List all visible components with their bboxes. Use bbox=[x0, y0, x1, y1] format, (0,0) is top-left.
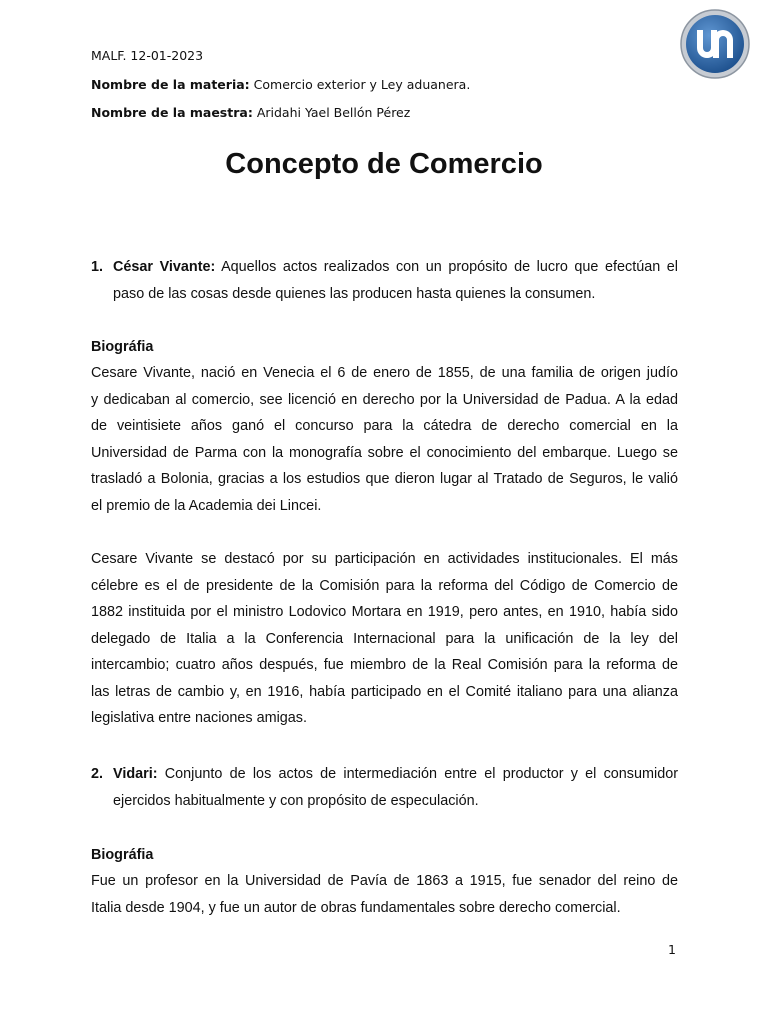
page-title: Concepto de Comercio bbox=[225, 148, 543, 180]
section-heading: Biográfia bbox=[91, 339, 154, 355]
university-logo-icon bbox=[679, 8, 751, 80]
list-item-1: 1. César Vivante: Aquellos actos realizados con un propósito de lucro que efectúan el paso de las cosas desde quienes las producen hasta quienes la consumen. bbox=[91, 254, 678, 307]
page-number: 1 bbox=[668, 942, 676, 957]
list-number: 2. bbox=[91, 766, 104, 782]
biography-paragraph: Cesare Vivante, nació en Venecia el 6 de enero de 1855, de una familia de origen judío y dedicaban al comercio, see licenció en derecho por la Universidad de Padua. A la edad de veintisiete años ganó el concurso para la cátedra de derecho comercial en la Universidad de Parma con la monografía sobre el conocimiento del embarque. Luego se trasladó a Bolonia, gracias a los estudios que dieron lugar al Tratado de Seguros, le valió el premio de la Academia dei Lincei. bbox=[91, 365, 678, 514]
date-line: MALF. 12-01-2023 bbox=[91, 48, 204, 63]
teacher-line bbox=[91, 105, 410, 120]
biography-paragraph: Fue un profesor en la Universidad de Pavía de 1863 a 1915, fue senador del reino de Italia desde 1904, y fue un autor de obras fundamentales sobre derecho comercial. bbox=[91, 873, 678, 916]
subject-value: Comercio exterior y Ley aduanera. bbox=[253, 77, 471, 92]
teacher-label: Nombre de la maestra: bbox=[91, 105, 253, 120]
biography-paragraph: Cesare Vivante se destacó por su participación en actividades institucionales. El más célebre es el de presidente de la Comisión para la reforma del Código de Comercio de 1882 instituida por el ministro Lodovico Mortara en 1919, pero antes, en 1910, había sido delegado de Italia a la Conferencia Internacional para la unificación de la ley del intercambio; cuatro años después, fue miembro de la Real Comisión para la reforma de las letras de cambio y, en 1916, había participado en el Comité italiano para una alianza legislativa entre naciones amigas. bbox=[91, 551, 678, 726]
section-heading: Biográfia bbox=[91, 847, 154, 863]
author-name: Vidari: bbox=[113, 766, 158, 782]
subject-line bbox=[91, 77, 470, 92]
list-number: 1. bbox=[91, 259, 104, 275]
subject-label: Nombre de la materia: bbox=[91, 77, 250, 92]
author-name: César Vivante: bbox=[113, 259, 216, 275]
list-item-2: 2. Vidari: Conjunto de los actos de intermediación entre el productor y el consumidor ejercidos habitualmente y con propósito de especulación. bbox=[91, 761, 678, 814]
teacher-value: Aridahi Yael Bellón Pérez bbox=[256, 105, 411, 120]
